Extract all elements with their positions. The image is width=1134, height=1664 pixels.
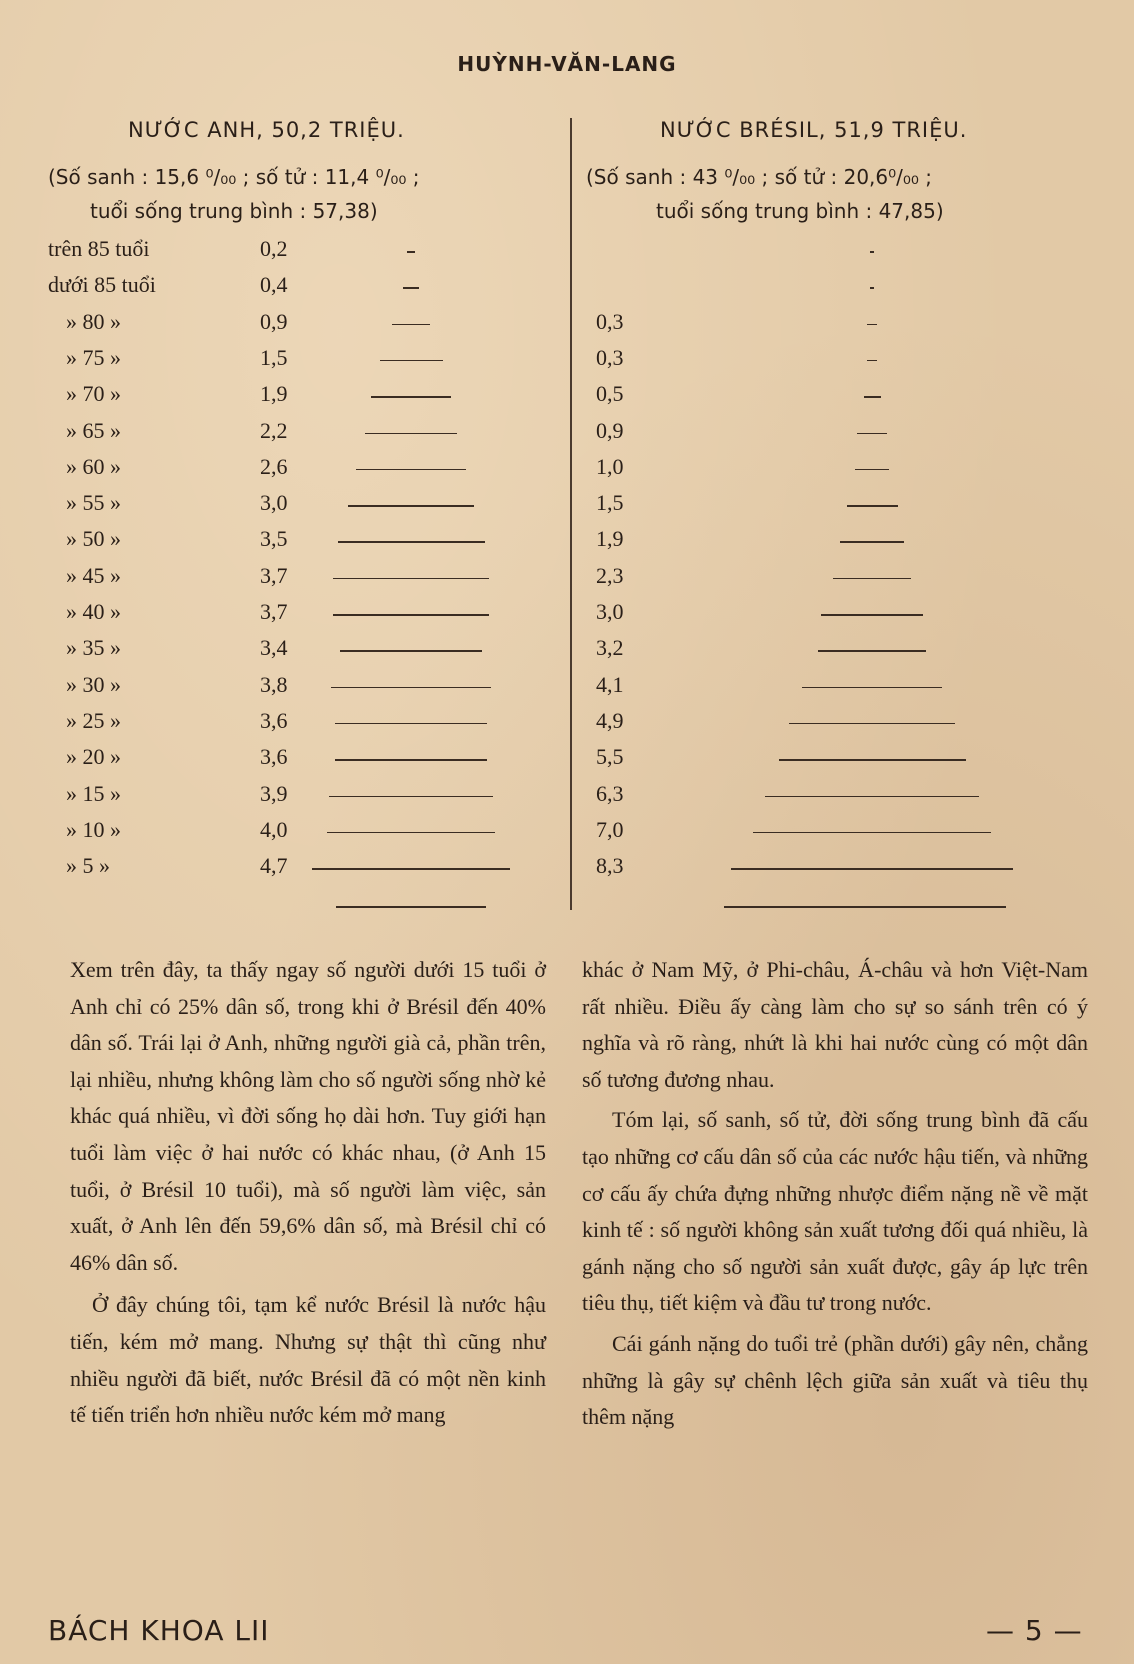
left-row-age: » 25 » (66, 707, 121, 733)
left-row-bar (340, 650, 483, 652)
left-table-underline (336, 906, 486, 908)
right-paragraph: khác ở Nam Mỹ, ở Phi-châu, Á-châu và hơn Việt-Nam rất nhiều. Điều ấy càng làm cho sự so sánh trên có ý nghĩa và rõ ràng, nhứt là khi hai nước cùng có một dân số tương đương nhau. (582, 957, 1088, 1092)
left-row-bar (335, 723, 486, 725)
right-row-value: 3,2 (596, 635, 624, 661)
right-stats-line1: (Số sanh : 43 ⁰/₀₀ ; số tử : 20,6⁰/₀₀ ; (586, 165, 933, 189)
right-row-value: 0,3 (596, 344, 624, 370)
right-row-value: 2,3 (596, 562, 624, 588)
left-row-value: 3,4 (260, 635, 288, 661)
left-row-value: 3,6 (260, 707, 288, 733)
right-stats-line2: tuổi sống trung bình : 47,85) (656, 199, 944, 223)
left-row-value: 3,6 (260, 744, 288, 770)
right-row-value: 6,3 (596, 780, 624, 806)
right-row-bar (867, 324, 877, 326)
left-row-age: » 80 » (66, 308, 121, 334)
right-row-bar (870, 287, 874, 289)
right-row-bar (789, 723, 956, 725)
right-text-column (582, 952, 1088, 1436)
right-row-bar (870, 251, 874, 253)
left-row-bar (403, 287, 420, 289)
left-row-age: » 10 » (66, 816, 121, 842)
left-row-bar (335, 759, 486, 761)
left-row-value: 3,9 (260, 780, 288, 806)
left-paragraph: Ở đây chúng tôi, tạm kể nước Brésil là nước hậu tiến, kém mở mang. Nhưng sự thật thì cũng như nhiều người đã biết, nước Brésil đã có một nền kinh tế tiến triển hơn nhiều nước kém mở mang (70, 1292, 546, 1428)
left-row-value: 2,6 (260, 453, 288, 479)
left-row-age: » 45 » (66, 562, 121, 588)
left-row-value: 1,5 (260, 344, 288, 370)
left-row-age: » 35 » (66, 635, 121, 661)
left-row-age: trên 85 tuổi (48, 236, 150, 261)
right-row-value: 1,0 (596, 453, 624, 479)
right-table-underline (724, 906, 1006, 908)
left-row-bar (338, 541, 485, 543)
right-row-bar (818, 650, 927, 652)
left-table-title: NƯỚC ANH, 50,2 TRIỆU. (128, 118, 405, 142)
left-row-bar (356, 469, 465, 471)
left-row-bar (348, 505, 474, 507)
left-row-age: » 55 » (66, 490, 121, 516)
right-row-value: 3,0 (596, 599, 624, 624)
right-row-value: 1,5 (596, 490, 624, 516)
left-row-bar (329, 796, 493, 798)
right-row-value: 4,1 (596, 671, 624, 697)
left-row-value: 0,9 (260, 308, 288, 334)
left-row-age: » 5 » (66, 853, 110, 879)
left-text-column (70, 952, 546, 1434)
right-table-title: NƯỚC BRÉSIL, 51,9 TRIỆU. (660, 118, 968, 142)
left-row-age: » 60 » (66, 453, 121, 479)
right-row-bar (847, 505, 898, 507)
left-row-value: 3,0 (260, 490, 288, 516)
left-row-value: 1,9 (260, 381, 288, 407)
left-row-value: 4,0 (260, 816, 288, 842)
right-row-bar (802, 687, 941, 689)
right-row-bar (833, 578, 911, 580)
right-row-bar (840, 541, 905, 543)
left-row-age: » 40 » (66, 599, 121, 624)
right-row-bar (779, 759, 966, 761)
left-row-bar (407, 251, 415, 253)
right-paragraph: Cái gánh nặng do tuổi trẻ (phần dưới) gây nên, chẳng những là gây sự chênh lệch giữa sản xuất và tiêu thụ thêm nặng (582, 1330, 1088, 1430)
left-row-bar (333, 578, 488, 580)
left-row-value: 3,8 (260, 671, 288, 697)
left-row-age: » 20 » (66, 744, 121, 770)
right-row-value: 1,9 (596, 526, 624, 552)
right-row-bar (731, 868, 1013, 870)
left-row-age: » 70 » (66, 381, 121, 407)
left-row-age: » 30 » (66, 671, 121, 697)
left-row-value: 4,7 (260, 853, 288, 879)
left-row-value: 3,7 (260, 562, 288, 588)
left-row-age: » 75 » (66, 344, 121, 370)
left-row-bar (380, 360, 443, 362)
right-paragraph: Tóm lại, số sanh, số tử, đời sống trung bình đã cấu tạo những cơ cấu dân số của các nước hậu tiến, và những cơ cấu ấy chứa đựng những nhược điểm nặng nề về mặt kinh tế : số người không sản xuất tương đối quá nhiều, là gánh nặng cho số người sản xuất được, gây áp lực trên tiêu thụ, tiết kiệm và đầu tư trong nước. (582, 1107, 1088, 1316)
right-row-value: 8,3 (596, 853, 624, 879)
column-divider (570, 118, 572, 910)
right-row-bar (855, 469, 889, 471)
left-row-age: » 65 » (66, 417, 121, 443)
footer-magazine: BÁCH KHOA LII (48, 1614, 270, 1647)
left-row-value: 0,2 (260, 236, 288, 261)
right-row-value: 4,9 (596, 707, 624, 733)
page-number: — 5 — (986, 1614, 1083, 1647)
right-row-bar (867, 360, 877, 362)
left-paragraph: Xem trên đây, ta thấy ngay số người dưới 15 tuổi ở Anh chỉ có 25% dân số, trong khi ở Brésil đến 40% dân số. Trái lại ở Anh, những người già cả, phần trên, lại nhiều, nhưng không làm cho số người sống nhờ kẻ khác quá nhiều, vì đời sống họ dài hơn. Tuy giới hạn tuổi làm việc ở hai nước có khác nhau, (ở Anh 15 tuổi, ở Brésil 10 tuổi), mà số người làm việc, sản xuất, ở Anh lên đến 59,6% dân số, mà Brésil chỉ có 46% dân số. (70, 957, 546, 1275)
left-row-bar (312, 868, 509, 870)
right-row-value: 0,3 (596, 308, 624, 334)
right-row-bar (753, 832, 991, 834)
right-row-value: 0,5 (596, 381, 624, 407)
left-row-age: » 15 » (66, 780, 121, 806)
right-row-value: 0,9 (596, 417, 624, 443)
right-row-bar (864, 396, 881, 398)
left-row-bar (371, 396, 451, 398)
right-row-bar (821, 614, 923, 616)
right-row-value: 5,5 (596, 744, 624, 770)
left-row-bar (392, 324, 430, 326)
right-row-value: 7,0 (596, 816, 624, 842)
left-row-value: 3,7 (260, 599, 288, 624)
left-row-bar (365, 433, 457, 435)
right-row-bar (765, 796, 979, 798)
left-row-age: » 50 » (66, 526, 121, 552)
left-row-value: 3,5 (260, 526, 288, 552)
left-row-value: 0,4 (260, 272, 288, 298)
left-row-value: 2,2 (260, 417, 288, 443)
left-row-bar (331, 687, 491, 689)
left-stats-line2: tuổi sống trung bình : 57,38) (90, 199, 378, 223)
left-row-age: dưới 85 tuổi (48, 272, 156, 298)
left-row-bar (327, 832, 495, 834)
page-header: HUỲNH-VĂN-LANG (457, 52, 677, 76)
left-row-bar (333, 614, 488, 616)
right-row-bar (857, 433, 888, 435)
left-stats-line1: (Số sanh : 15,6 ⁰/₀₀ ; số tử : 11,4 ⁰/₀₀ ; (48, 165, 420, 189)
